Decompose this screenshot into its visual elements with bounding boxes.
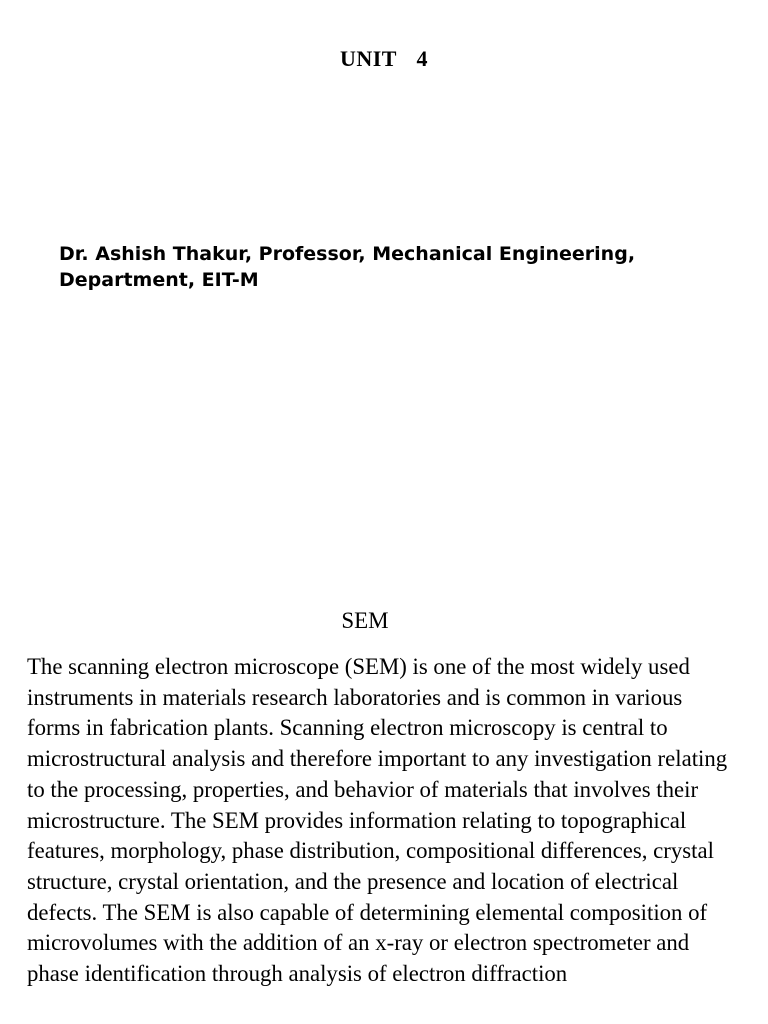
section-heading: SEM xyxy=(341,608,389,633)
unit-title: UNIT 4 xyxy=(339,46,429,71)
author-line: Dr. Ashish Thakur, Professor, Mechanical Engineering, Department, EIT-M xyxy=(59,243,636,291)
body-paragraph: The scanning electron microscope (SEM) is one of the most widely used instruments in materials research laboratories and is common in various forms in fabrication plants. Scanning electron microscopy is central to microstructural analysis and therefore important to any investigation relating to the processing, properties, and behavior of materials that involves their microstructure. The SEM provides information relating to topographical features, morphology, phase distribution, compositional differences, crystal structure, crystal orientation, and the presence and location of electrical defects. The SEM is also capable of determining elemental composition of microvolumes with the addition of an x-ray or electron spectrometer and phase identification through analysis of electron diffraction xyxy=(27,654,728,987)
